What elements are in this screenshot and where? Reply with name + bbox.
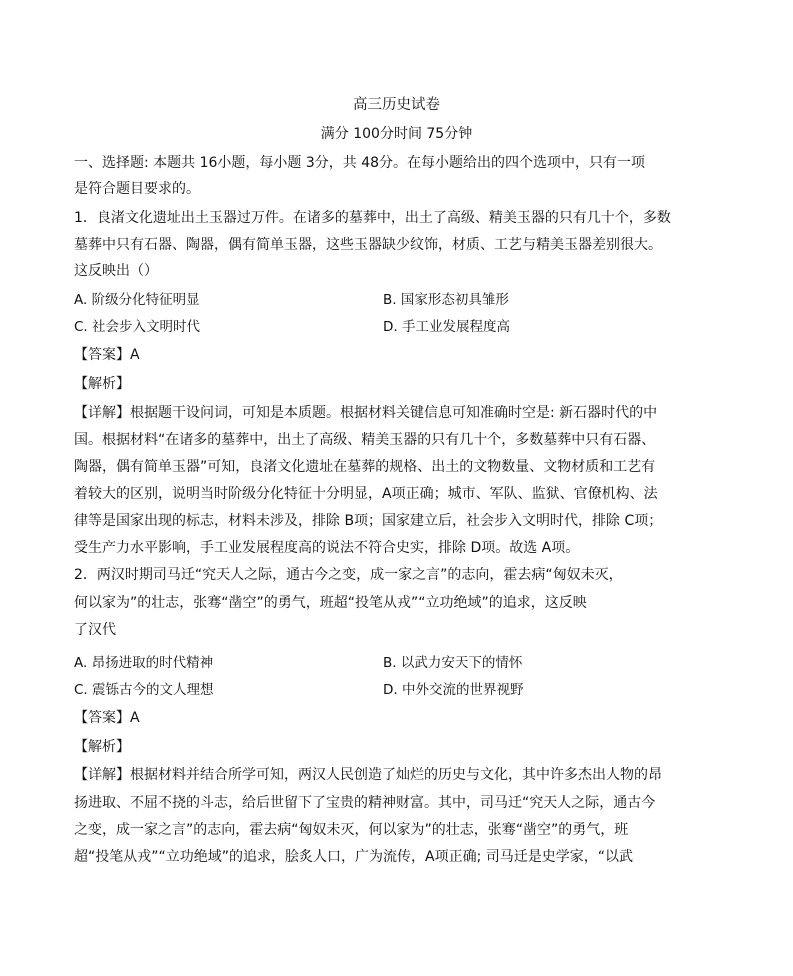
q2-option-b: B. 以武力安天下的情怀 [383, 655, 523, 671]
q1-answer: 【答案】A [74, 347, 140, 363]
exam-title: 高三历史试卷 [353, 97, 440, 113]
q2-analysis-label: 【解析】 [74, 739, 130, 755]
q2-detail-line: 之变，成一家之言”的志向，霍去病“匈奴未灭，何以家为”的壮志，张骞“凿空”的勇气，班 [74, 822, 629, 838]
q2-answer: 【答案】A [74, 710, 140, 726]
q1-option-a: A. 阶级分化特征明显 [74, 292, 200, 308]
q2-stem-line: 何以家为”的壮志，张骞“凿空”的勇气，班超“投笔从戎”“立功绝域”的追求，这反映 [74, 595, 587, 611]
q2-option-a: A. 昂扬进取的时代精神 [74, 655, 214, 671]
q1-option-c: C. 社会步入文明时代 [74, 319, 201, 335]
q1-detail-line: 国。根据材料“在诸多的墓葬中，出土了高级、精美玉器的只有几十个，多数墓葬中只有石器、 [74, 432, 656, 448]
q2-option-c: C. 震铄古今的文人理想 [74, 682, 214, 698]
q1-option-b: B. 国家形态初具雏形 [383, 292, 509, 308]
q2-detail-line: 扬进取、不屈不挠的斗志，给后世留下了宝贵的精神财富。其中，司马迁“究天人之际，通古今 [74, 795, 656, 811]
q1-detail-line: 律等是国家出现的标志，材料未涉及，排除 B项；国家建立后，社会步入文明时代，排除 C项； [74, 513, 663, 529]
section-intro-line: 一、选择题: 本题共 16小题，每小题 3分，共 48分。在每小题给出的四个选项中，只有一项 [74, 155, 646, 171]
q1-analysis-label: 【解析】 [74, 376, 130, 392]
q1-option-d: D. 手工业发展程度高 [383, 319, 510, 335]
exam-subtitle: 满分 100分时间 75分钟 [320, 126, 473, 142]
q2-stem-line: 了汉代 [74, 622, 116, 638]
q2-detail-line: 超“投笔从戎”“立功绝域”的追求，脍炙人口，广为流传，A项正确; 司马迁是史学家，“以武 [74, 849, 634, 865]
q1-stem-line: 这反映出（） [74, 263, 158, 279]
q1-detail-line: 陶器，偶有简单玉器”可知，良渚文化遗址在墓葬的规格、出土的文物数量、文物材质和工艺有 [74, 459, 656, 475]
q1-stem-line: 1．良渚文化遗址出土玉器过万件。在诸多的墓葬中，出土了高级、精美玉器的只有几十个，多数 [74, 210, 671, 226]
q1-stem-line: 墓葬中只有石器、陶器，偶有简单玉器，这些玉器缺少纹饰，材质、工艺与精美玉器差别很大。 [74, 237, 662, 253]
q1-detail-line: 着较大的区别，说明当时阶级分化特征十分明显，A项正确；城市、军队、监狱、官僚机构、法 [74, 486, 658, 502]
q2-option-d: D. 中外交流的世界视野 [383, 682, 524, 698]
q2-detail-line: 【详解】根据材料并结合所学可知，两汉人民创造了灿烂的历史与文化，其中许多杰出人物的昂 [74, 767, 662, 783]
q2-stem-line: 2．两汉时期司马迁“究天人之际，通古今之变，成一家之言”的志向，霍去病“匈奴未灭， [74, 567, 623, 583]
section-intro-line: 是符合题目要求的。 [74, 181, 200, 197]
q1-detail-line: 【详解】根据题干设问词，可知是本质题。根据材料关键信息可知准确时空是: 新石器时代的中 [74, 405, 658, 421]
q1-detail-line: 受生产力水平影响，手工业发展程度高的说法不符合史实，排除 D项。故选 A项。 [74, 540, 580, 556]
